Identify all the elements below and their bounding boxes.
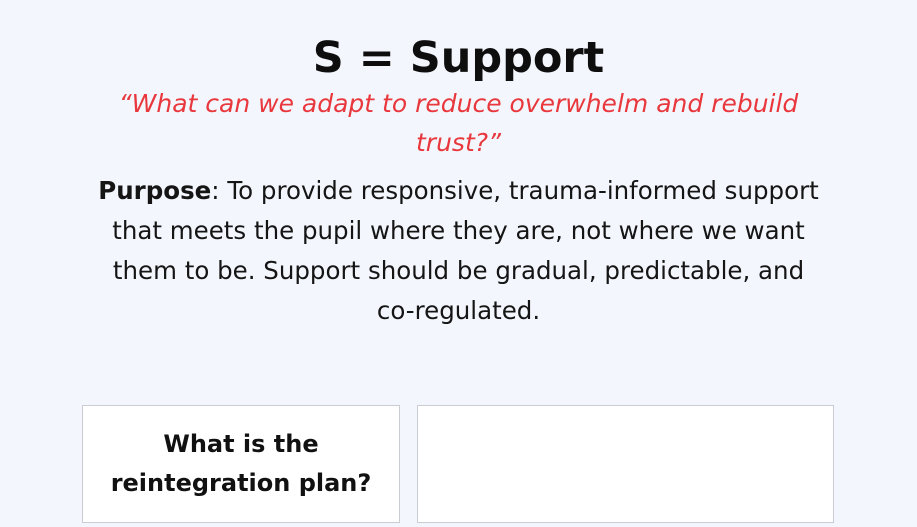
guiding-question-quote: “What can we adapt to reduce overwhelm and rebuild trust?” (118, 89, 799, 157)
question-cell (82, 405, 400, 523)
answer-cell[interactable] (417, 405, 834, 523)
purpose-label: Purpose (98, 176, 212, 205)
question-text: What is the reintegration plan? (110, 430, 372, 497)
purpose-paragraph (96, 171, 821, 331)
page-title: S = Support (312, 33, 605, 83)
purpose-text: : To provide responsive, trauma-informed support that meets the pupil where they are, not where we want them to be. Support should be gradual, predictable, and co-regulated. (112, 176, 819, 325)
